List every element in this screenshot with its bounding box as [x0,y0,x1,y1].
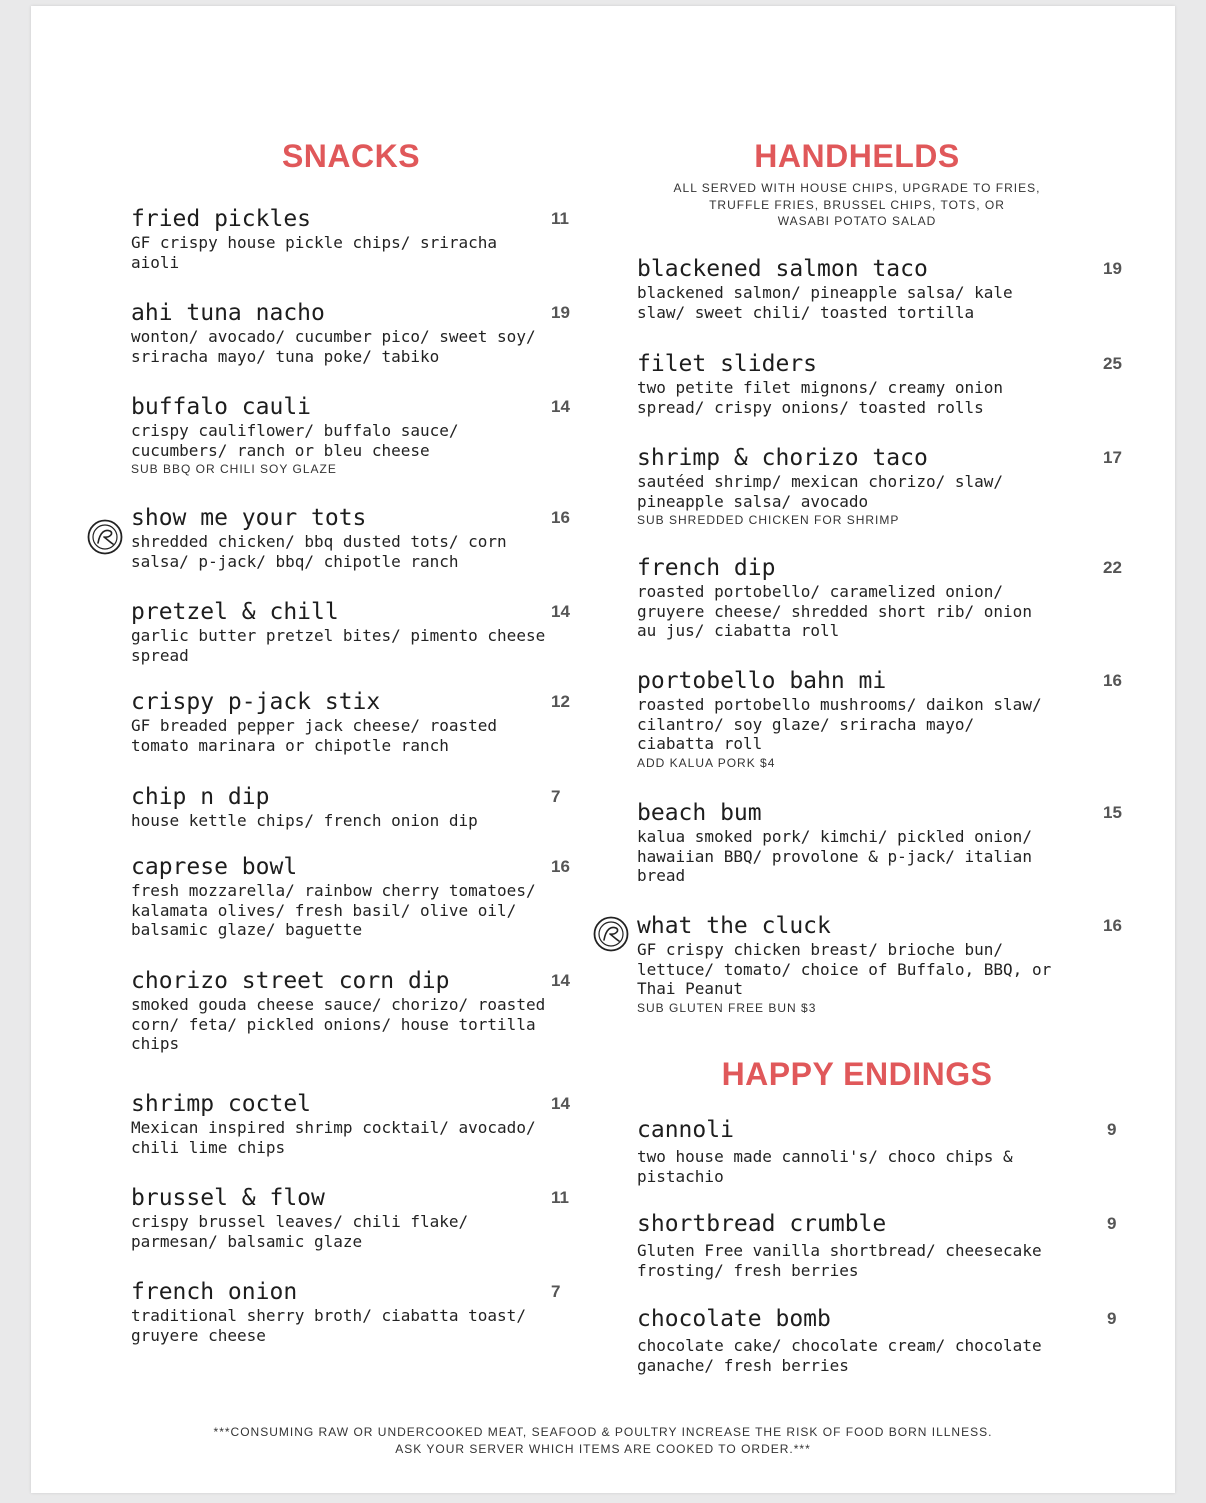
item-description: Mexican inspired shrimp cocktail/ avocado/ chili lime chips [131,1118,536,1157]
item-description: garlic butter pretzel bites/ pimento cheese spread [131,626,546,665]
menu-item [131,300,570,366]
item-price: 9 [1107,1120,1117,1139]
item-name: shrimp coctel [131,1091,312,1117]
menu-item [131,968,570,1054]
item-price: 9 [1107,1214,1117,1233]
item-description: two petite filet mignons/ creamy onion spread/ crispy onions/ toasted rolls [637,378,1004,417]
disclaimer-line: ***CONSUMING RAW OR UNDERCOOKED MEAT, SEAFOOD & POULTRY INCREASE THE RISK OF FOOD BORN ILLNESS. [213,1425,993,1439]
item-name: fried pickles [131,206,312,232]
item-description: roasted portobello/ caramelized onion/ gruyere cheese/ shredded short rib/ onion au jus/ ciabatta roll [637,582,1032,640]
menu-item [131,599,570,665]
item-description: fresh mozzarella/ rainbow cherry tomatoes/ kalamata olives/ fresh basil/ olive oil/ balsamic glaze/ baguette [131,881,536,939]
item-description: GF breaded pepper jack cheese/ roasted tomato marinara or chipotle ranch [131,716,498,755]
menu-item [131,1091,570,1157]
signature-badge-icon [87,519,123,555]
menu-item [637,351,1122,417]
item-description: GF crispy house pickle chips/ sriracha aioli [131,233,498,272]
item-price: 9 [1107,1309,1117,1328]
item-description: shredded chicken/ bbq dusted tots/ corn salsa/ p-jack/ bbq/ chipotle ranch [131,532,507,571]
item-name: portobello bahn mi [637,668,887,694]
menu-item [637,256,1122,322]
item-description: GF crispy chicken breast/ brioche bun/ lettuce/ tomato/ choice of Buffalo, BBQ, or Thai Peanut [637,940,1052,998]
item-name: buffalo cauli [131,394,312,420]
menu-item [131,1185,569,1251]
handhelds-note-line: WASABI POTATO SALAD [777,214,937,228]
item-name: chip n dip [131,784,270,810]
item-name: chorizo street corn dip [131,968,450,994]
item-name: filet sliders [637,351,818,377]
item-description: crispy cauliflower/ buffalo sauce/ cucumbers/ ranch or bleu cheese [131,421,459,460]
menu-item [637,445,1122,529]
menu-item [637,1211,1117,1280]
item-description: wonton/ avocado/ cucumber pico/ sweet soy/ sriracha mayo/ tuna poke/ tabiko [131,327,536,366]
menu-item [637,1117,1117,1186]
menu-item [131,784,561,831]
handhelds-title: HANDHELDS [754,138,960,174]
item-name: french dip [637,555,776,581]
item-description: roasted portobello mushrooms/ daikon slaw/ cilantro/ soy glaze/ sriracha mayo/ ciabatta roll [637,695,1042,753]
item-note: SUB BBQ OR CHILI SOY GLAZE [131,462,337,476]
item-name: crispy p-jack stix [131,689,381,715]
item-price: 12 [551,692,570,711]
item-name: beach bum [637,800,762,826]
item-name: caprese bowl [131,854,298,880]
item-description: blackened salmon/ pineapple salsa/ kale slaw/ sweet chili/ toasted tortilla [637,283,1013,322]
item-price: 11 [551,209,569,228]
item-name: blackened salmon taco [637,256,928,282]
item-name: what the cluck [637,913,831,939]
menu-item [637,913,1122,1017]
disclaimer-line: ASK YOUR SERVER WHICH ITEMS ARE COOKED TO ORDER.*** [395,1442,811,1456]
menu-item [131,394,570,478]
item-price: 14 [551,1094,570,1113]
item-price: 25 [1103,354,1122,373]
item-price: 11 [551,1188,569,1207]
item-price: 16 [1103,916,1122,935]
item-description: house kettle chips/ french onion dip [131,811,478,830]
handhelds-note-line: TRUFFLE FRIES, BRUSSEL CHIPS, TOTS, OR [709,197,1005,212]
signature-badge-icon [593,916,629,952]
item-name: show me your tots [131,505,367,531]
item-description: Gluten Free vanilla shortbread/ cheesecake frosting/ fresh berries [637,1241,1042,1280]
item-description: smoked gouda cheese sauce/ chorizo/ roasted corn/ feta/ pickled onions/ house tortilla chips [131,995,546,1053]
item-description: crispy brussel leaves/ chili flake/ parmesan/ balsamic glaze [131,1212,469,1251]
item-name: shrimp & chorizo taco [637,445,928,471]
menu-item [637,800,1122,886]
item-description: sautéed shrimp/ mexican chorizo/ slaw/ pineapple salsa/ avocado [637,472,1004,511]
item-name: brussel & flow [131,1185,325,1211]
item-price: 19 [551,303,570,322]
item-price: 15 [1103,803,1122,822]
menu-item [131,689,570,755]
item-price: 7 [551,1282,561,1301]
menu-item [637,668,1122,772]
menu-item [131,505,570,571]
menu-item [131,854,570,940]
item-note: SUB GLUTEN FREE BUN $3 [637,1000,817,1015]
menu-item [637,1306,1117,1375]
food-safety-disclaimer [31,1424,1175,1458]
item-description: two house made cannoli's/ choco chips & pistachio [637,1147,1013,1186]
item-description: traditional sherry broth/ ciabatta toast/ gruyere cheese [131,1306,526,1345]
item-name: cannoli [637,1117,734,1143]
menu-item [131,1279,561,1345]
item-price: 14 [551,602,570,621]
item-name: shortbread crumble [637,1211,887,1237]
item-price: 22 [1103,558,1122,577]
item-price: 14 [551,397,570,416]
item-note: ADD KALUA PORK $4 [637,755,776,770]
menu-item [131,206,569,272]
item-price: 16 [551,508,570,527]
item-price: 17 [1103,448,1122,467]
menu-item [637,555,1122,641]
item-price: 16 [1103,671,1122,690]
item-name: french onion [131,1279,298,1305]
item-description: kalua smoked pork/ kimchi/ pickled onion/ hawaiian BBQ/ provolone & p-jack/ italian bread [637,827,1032,885]
item-description: chocolate cake/ chocolate cream/ chocolate ganache/ fresh berries [637,1336,1042,1375]
item-name: pretzel & chill [131,599,339,625]
item-price: 7 [551,787,561,806]
menu-page [31,6,1175,1493]
handhelds-note-line: ALL SERVED WITH HOUSE CHIPS, UPGRADE TO FRIES, [673,181,1041,195]
item-price: 19 [1103,259,1122,278]
handhelds-note [637,180,1077,230]
item-name: chocolate bomb [637,1306,831,1332]
item-note: SUB SHREDDED CHICKEN FOR SHRIMP [637,513,900,527]
snacks-title: SNACKS [281,138,421,174]
item-price: 14 [551,971,570,990]
item-price: 16 [551,857,570,876]
happy-endings-title: HAPPY ENDINGS [721,1056,993,1092]
item-name: ahi tuna nacho [131,300,325,326]
